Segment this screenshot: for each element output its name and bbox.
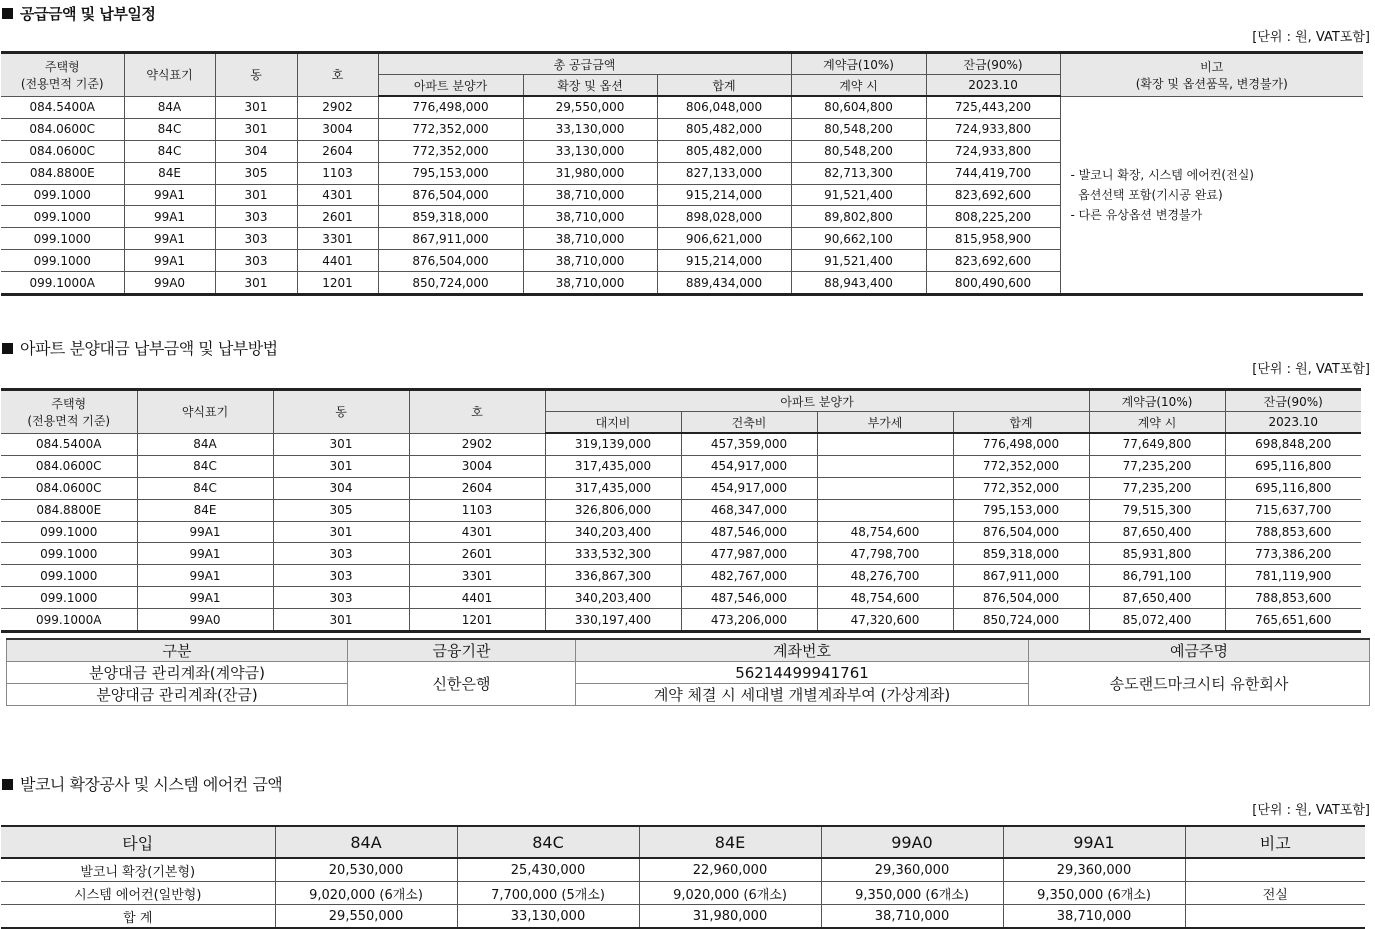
header-type-col: 84E	[639, 826, 821, 858]
header-sum: 합계	[953, 412, 1089, 434]
section3-unit: [단위 : 원, VAT포함]	[1252, 803, 1370, 818]
cell-type: 099.1000A	[1, 609, 137, 632]
note-line: 옵션선택 포함(기시공 완료)	[1070, 187, 1223, 202]
cell-ho: 2902	[409, 433, 545, 455]
cell-apt-price: 772,352,000	[378, 118, 523, 140]
cell-ext-option: 38,710,000	[523, 250, 657, 272]
cell-deposit: 77,235,200	[1089, 455, 1225, 477]
header-apt-price: 아파트 분양가	[378, 75, 523, 97]
header-build: 건축비	[681, 412, 817, 434]
cell-sum: 876,504,000	[953, 521, 1089, 543]
cell-balance: 823,692,600	[926, 250, 1060, 272]
cell-vat: 48,754,600	[817, 521, 953, 543]
header-balance: 잔금(90%)	[926, 53, 1060, 75]
cell-sum: 876,504,000	[953, 587, 1089, 609]
cell-deposit: 77,235,200	[1089, 477, 1225, 499]
cell-dong: 301	[273, 455, 409, 477]
cell-balance: 715,637,700	[1225, 499, 1361, 521]
header-ext-option: 확장 및 옵션	[523, 75, 657, 97]
row-label: 합 계	[1, 905, 275, 929]
cell-mark: 99A1	[137, 565, 273, 587]
cell-ho: 2601	[297, 206, 378, 228]
cell-balance: 725,443,200	[926, 96, 1060, 118]
header-note: 비고 (확장 및 옵션품목, 변경불가)	[1060, 53, 1363, 97]
cell-type: 099.1000	[1, 565, 137, 587]
cell-vat: 47,798,700	[817, 543, 953, 565]
cell-sum: 889,434,000	[657, 272, 791, 295]
balcony-aircon-table	[1, 825, 1365, 929]
cell-balance: 788,853,600	[1225, 521, 1361, 543]
cell-deposit: 88,943,400	[791, 272, 926, 295]
square-bullet-icon	[2, 343, 13, 354]
cell-dong: 304	[273, 477, 409, 499]
cell-land: 317,435,000	[545, 477, 681, 499]
table-row	[1, 905, 1365, 929]
cell-amount	[1185, 905, 1365, 929]
cell-ext-option: 29,550,000	[523, 96, 657, 118]
cell-amount: 29,360,000	[1003, 858, 1185, 882]
square-bullet-icon	[2, 8, 13, 19]
cell-type: 099.1000	[1, 521, 137, 543]
cell-balance: 800,490,600	[926, 272, 1060, 295]
header-type: 주택형 (전용면적 기준)	[1, 390, 137, 434]
cell-land: 333,532,300	[545, 543, 681, 565]
section1-unit: [단위 : 원, VAT포함]	[1252, 30, 1370, 45]
cell-sum: 898,028,000	[657, 206, 791, 228]
cell-land: 330,197,400	[545, 609, 681, 632]
cell-build: 473,206,000	[681, 609, 817, 632]
cell-ho: 1103	[297, 162, 378, 184]
account-header-bank: 금융기관	[348, 639, 576, 662]
cell-ho: 3301	[297, 228, 378, 250]
cell-land: 319,139,000	[545, 433, 681, 455]
header-balance-sub: 2023.10	[1225, 412, 1361, 434]
cell-ho: 2902	[297, 96, 378, 118]
cell-dong: 305	[215, 162, 297, 184]
cell-amount: 22,960,000	[639, 858, 821, 882]
table-row	[1, 96, 1363, 118]
header-apt-price: 아파트 분양가	[545, 390, 1089, 412]
cell-amount: 20,530,000	[275, 858, 457, 882]
cell-dong: 303	[215, 228, 297, 250]
cell-deposit: 90,662,100	[791, 228, 926, 250]
cell-ho: 4401	[409, 587, 545, 609]
cell-balance: 744,419,700	[926, 162, 1060, 184]
cell-dong: 303	[273, 565, 409, 587]
cell-ho: 4401	[297, 250, 378, 272]
cell-build: 487,546,000	[681, 521, 817, 543]
cell-mark: 99A1	[124, 250, 215, 272]
cell-sum: 915,214,000	[657, 184, 791, 206]
account-row1-label: 분양대금 관리계좌(계약금)	[7, 662, 348, 684]
cell-mark: 99A0	[137, 609, 273, 632]
cell-deposit: 85,931,800	[1089, 543, 1225, 565]
cell-land: 340,203,400	[545, 587, 681, 609]
cell-mark: 84C	[124, 118, 215, 140]
cell-balance: 695,116,800	[1225, 477, 1361, 499]
cell-mark: 84A	[124, 96, 215, 118]
cell-deposit: 80,548,200	[791, 140, 926, 162]
cell-mark: 99A1	[137, 521, 273, 543]
cell-balance: 773,386,200	[1225, 543, 1361, 565]
cell-land: 340,203,400	[545, 521, 681, 543]
cell-ho: 4301	[409, 521, 545, 543]
cell-vat: 47,320,600	[817, 609, 953, 632]
cell-ext-option: 38,710,000	[523, 272, 657, 295]
cell-vat	[817, 455, 953, 477]
cell-dong: 303	[215, 206, 297, 228]
cell-amount: 9,020,000 (6개소)	[639, 882, 821, 905]
cell-type: 099.1000	[1, 184, 124, 206]
cell-vat	[817, 477, 953, 499]
cell-dong: 301	[215, 272, 297, 295]
cell-mark: 99A1	[124, 184, 215, 206]
table-row	[1, 565, 1361, 587]
cell-mark: 99A1	[124, 206, 215, 228]
cell-type: 084.0600C	[1, 477, 137, 499]
header-total: 총 공급금액	[378, 53, 791, 75]
note-cell	[1060, 96, 1363, 295]
cell-amount: 33,130,000	[457, 905, 639, 929]
cell-ho: 1201	[409, 609, 545, 632]
cell-amount: 9,350,000 (6개소)	[1003, 882, 1185, 905]
account-header-category: 구분	[7, 639, 348, 662]
section2-title-text: 아파트 분양대금 납부금액 및 납부방법	[20, 339, 278, 358]
cell-sum: 805,482,000	[657, 118, 791, 140]
cell-ext-option: 38,710,000	[523, 184, 657, 206]
table-row	[1, 455, 1361, 477]
cell-sum: 806,048,000	[657, 96, 791, 118]
cell-dong: 301	[215, 96, 297, 118]
cell-type: 084.8800E	[1, 499, 137, 521]
table-row	[1, 543, 1361, 565]
payment-table	[1, 388, 1361, 633]
cell-type: 084.0600C	[1, 455, 137, 477]
header-deposit-sub: 계약 시	[791, 75, 926, 97]
supply-price-table	[1, 51, 1363, 296]
cell-apt-price: 859,318,000	[378, 206, 523, 228]
cell-balance: 698,848,200	[1225, 433, 1361, 455]
cell-vat	[817, 433, 953, 455]
cell-mark: 99A0	[124, 272, 215, 295]
cell-apt-price: 850,724,000	[378, 272, 523, 295]
header-balance: 잔금(90%)	[1225, 390, 1361, 412]
cell-apt-price: 876,504,000	[378, 184, 523, 206]
account-number: 56214499941761	[576, 662, 1029, 684]
cell-sum: 772,352,000	[953, 477, 1089, 499]
cell-land: 336,867,300	[545, 565, 681, 587]
square-bullet-icon	[2, 779, 13, 790]
header-type: 주택형 (전용면적 기준)	[1, 53, 124, 97]
header-ho: 호	[409, 390, 545, 434]
account-bank: 신한은행	[348, 662, 576, 706]
cell-deposit: 79,515,300	[1089, 499, 1225, 521]
cell-amount: 9,350,000 (6개소)	[821, 882, 1003, 905]
section3-title	[2, 772, 282, 795]
cell-mark: 99A1	[137, 543, 273, 565]
header-type-col: 99A0	[821, 826, 1003, 858]
cell-type: 099.1000	[1, 587, 137, 609]
cell-build: 457,359,000	[681, 433, 817, 455]
row-label: 발코니 확장(기본형)	[1, 858, 275, 882]
cell-vat: 48,276,700	[817, 565, 953, 587]
cell-balance: 724,933,800	[926, 140, 1060, 162]
cell-amount: 9,020,000 (6개소)	[275, 882, 457, 905]
cell-build: 487,546,000	[681, 587, 817, 609]
cell-ext-option: 38,710,000	[523, 206, 657, 228]
cell-ho: 1201	[297, 272, 378, 295]
cell-dong: 303	[215, 250, 297, 272]
cell-ext-option: 31,980,000	[523, 162, 657, 184]
table-row	[1, 499, 1361, 521]
cell-dong: 301	[273, 433, 409, 455]
cell-sum: 795,153,000	[953, 499, 1089, 521]
cell-dong: 303	[273, 543, 409, 565]
cell-land: 317,435,000	[545, 455, 681, 477]
table-row	[1, 521, 1361, 543]
cell-deposit: 91,521,400	[791, 184, 926, 206]
account-table	[6, 638, 1370, 706]
cell-build: 454,917,000	[681, 455, 817, 477]
cell-build: 477,987,000	[681, 543, 817, 565]
cell-ho: 2601	[409, 543, 545, 565]
cell-type: 099.1000A	[1, 272, 124, 295]
table-row	[1, 587, 1361, 609]
cell-dong: 301	[215, 184, 297, 206]
cell-ho: 3004	[297, 118, 378, 140]
header-vat: 부가세	[817, 412, 953, 434]
cell-amount: 7,700,000 (5개소)	[457, 882, 639, 905]
cell-balance: 695,116,800	[1225, 455, 1361, 477]
cell-build: 482,767,000	[681, 565, 817, 587]
cell-deposit: 77,649,800	[1089, 433, 1225, 455]
cell-dong: 304	[215, 140, 297, 162]
cell-build: 454,917,000	[681, 477, 817, 499]
section2-unit: [단위 : 원, VAT포함]	[1252, 362, 1370, 377]
cell-balance: 724,933,800	[926, 118, 1060, 140]
cell-sum: 827,133,000	[657, 162, 791, 184]
cell-type: 099.1000	[1, 206, 124, 228]
cell-dong: 301	[273, 521, 409, 543]
cell-amount: 31,980,000	[639, 905, 821, 929]
cell-type: 084.5400A	[1, 96, 124, 118]
cell-sum: 915,214,000	[657, 250, 791, 272]
cell-type: 084.5400A	[1, 433, 137, 455]
cell-amount: 전실	[1185, 882, 1365, 905]
header-type-col: 84A	[275, 826, 457, 858]
cell-ext-option: 33,130,000	[523, 140, 657, 162]
header-type: 타입	[1, 826, 275, 858]
cell-vat: 48,754,600	[817, 587, 953, 609]
cell-ho: 3301	[409, 565, 545, 587]
cell-amount: 38,710,000	[1003, 905, 1185, 929]
cell-mark: 84C	[137, 477, 273, 499]
header-type-col: 99A1	[1003, 826, 1185, 858]
cell-dong: 301	[215, 118, 297, 140]
cell-deposit: 87,650,400	[1089, 587, 1225, 609]
header-type-col: 84C	[457, 826, 639, 858]
cell-deposit: 86,791,100	[1089, 565, 1225, 587]
cell-mark: 84C	[124, 140, 215, 162]
header-deposit: 계약금(10%)	[1089, 390, 1225, 412]
note-line: - 발코니 확장, 시스템 에어컨(전실)	[1070, 167, 1254, 182]
table-row	[1, 433, 1361, 455]
table-row	[1, 477, 1361, 499]
header-dong: 동	[215, 53, 297, 97]
section1-title	[2, 3, 155, 24]
cell-sum: 867,911,000	[953, 565, 1089, 587]
row-label: 시스템 에어컨(일반형)	[1, 882, 275, 905]
account-holder: 송도랜드마크시티 유한회사	[1029, 662, 1370, 706]
cell-sum: 906,621,000	[657, 228, 791, 250]
cell-type: 099.1000	[1, 543, 137, 565]
cell-type: 084.0600C	[1, 118, 124, 140]
cell-sum: 805,482,000	[657, 140, 791, 162]
cell-apt-price: 776,498,000	[378, 96, 523, 118]
cell-deposit: 80,548,200	[791, 118, 926, 140]
cell-dong: 301	[273, 609, 409, 632]
cell-ho: 4301	[297, 184, 378, 206]
cell-deposit: 85,072,400	[1089, 609, 1225, 632]
header-ho: 호	[297, 53, 378, 97]
cell-deposit: 80,604,800	[791, 96, 926, 118]
header-deposit: 계약금(10%)	[791, 53, 926, 75]
cell-ext-option: 33,130,000	[523, 118, 657, 140]
section2-title	[2, 336, 278, 359]
cell-ho: 2604	[297, 140, 378, 162]
cell-vat	[817, 499, 953, 521]
cell-sum: 859,318,000	[953, 543, 1089, 565]
cell-type: 084.0600C	[1, 140, 124, 162]
cell-balance: 781,119,900	[1225, 565, 1361, 587]
cell-balance: 808,225,200	[926, 206, 1060, 228]
table-row	[1, 882, 1365, 905]
cell-land: 326,806,000	[545, 499, 681, 521]
section1-title-text: 공급금액 및 납부일정	[20, 5, 156, 23]
cell-ext-option: 38,710,000	[523, 228, 657, 250]
cell-mark: 84C	[137, 455, 273, 477]
cell-amount: 29,550,000	[275, 905, 457, 929]
cell-deposit: 82,713,300	[791, 162, 926, 184]
header-mark: 약식표기	[137, 390, 273, 434]
cell-mark: 99A1	[124, 228, 215, 250]
header-land: 대지비	[545, 412, 681, 434]
account-header-holder: 예금주명	[1029, 639, 1370, 662]
cell-amount: 38,710,000	[821, 905, 1003, 929]
table-row	[1, 609, 1361, 632]
header-sum: 합계	[657, 75, 791, 97]
cell-sum: 772,352,000	[953, 455, 1089, 477]
cell-sum: 776,498,000	[953, 433, 1089, 455]
cell-deposit: 87,650,400	[1089, 521, 1225, 543]
cell-apt-price: 867,911,000	[378, 228, 523, 250]
cell-dong: 303	[273, 587, 409, 609]
cell-dong: 305	[273, 499, 409, 521]
cell-type: 099.1000	[1, 250, 124, 272]
section3-title-text: 발코니 확장공사 및 시스템 에어컨 금액	[20, 775, 283, 794]
cell-deposit: 91,521,400	[791, 250, 926, 272]
header-balance-sub: 2023.10	[926, 75, 1060, 97]
cell-build: 468,347,000	[681, 499, 817, 521]
cell-ho: 1103	[409, 499, 545, 521]
cell-ho: 2604	[409, 477, 545, 499]
cell-type: 084.8800E	[1, 162, 124, 184]
account-header-number: 계좌번호	[576, 639, 1029, 662]
cell-balance: 823,692,600	[926, 184, 1060, 206]
cell-sum: 850,724,000	[953, 609, 1089, 632]
header-deposit-sub: 계약 시	[1089, 412, 1225, 434]
cell-type: 099.1000	[1, 228, 124, 250]
header-note: 비고	[1185, 826, 1365, 858]
cell-balance: 815,958,900	[926, 228, 1060, 250]
cell-amount: 29,360,000	[821, 858, 1003, 882]
cell-amount	[1185, 858, 1365, 882]
cell-balance: 788,853,600	[1225, 587, 1361, 609]
cell-mark: 84A	[137, 433, 273, 455]
cell-balance: 765,651,600	[1225, 609, 1361, 632]
cell-mark: 84E	[124, 162, 215, 184]
header-dong: 동	[273, 390, 409, 434]
account-note: 계약 체결 시 세대별 개별계좌부여 (가상계좌)	[576, 684, 1029, 706]
cell-apt-price: 795,153,000	[378, 162, 523, 184]
table-row	[1, 858, 1365, 882]
cell-mark: 84E	[137, 499, 273, 521]
cell-amount: 25,430,000	[457, 858, 639, 882]
cell-apt-price: 772,352,000	[378, 140, 523, 162]
cell-mark: 99A1	[137, 587, 273, 609]
cell-apt-price: 876,504,000	[378, 250, 523, 272]
note-line: - 다른 유상옵션 변경불가	[1070, 207, 1203, 222]
cell-ho: 3004	[409, 455, 545, 477]
cell-deposit: 89,802,800	[791, 206, 926, 228]
header-mark: 약식표기	[124, 53, 215, 97]
account-row2-label: 분양대금 관리계좌(잔금)	[7, 684, 348, 706]
